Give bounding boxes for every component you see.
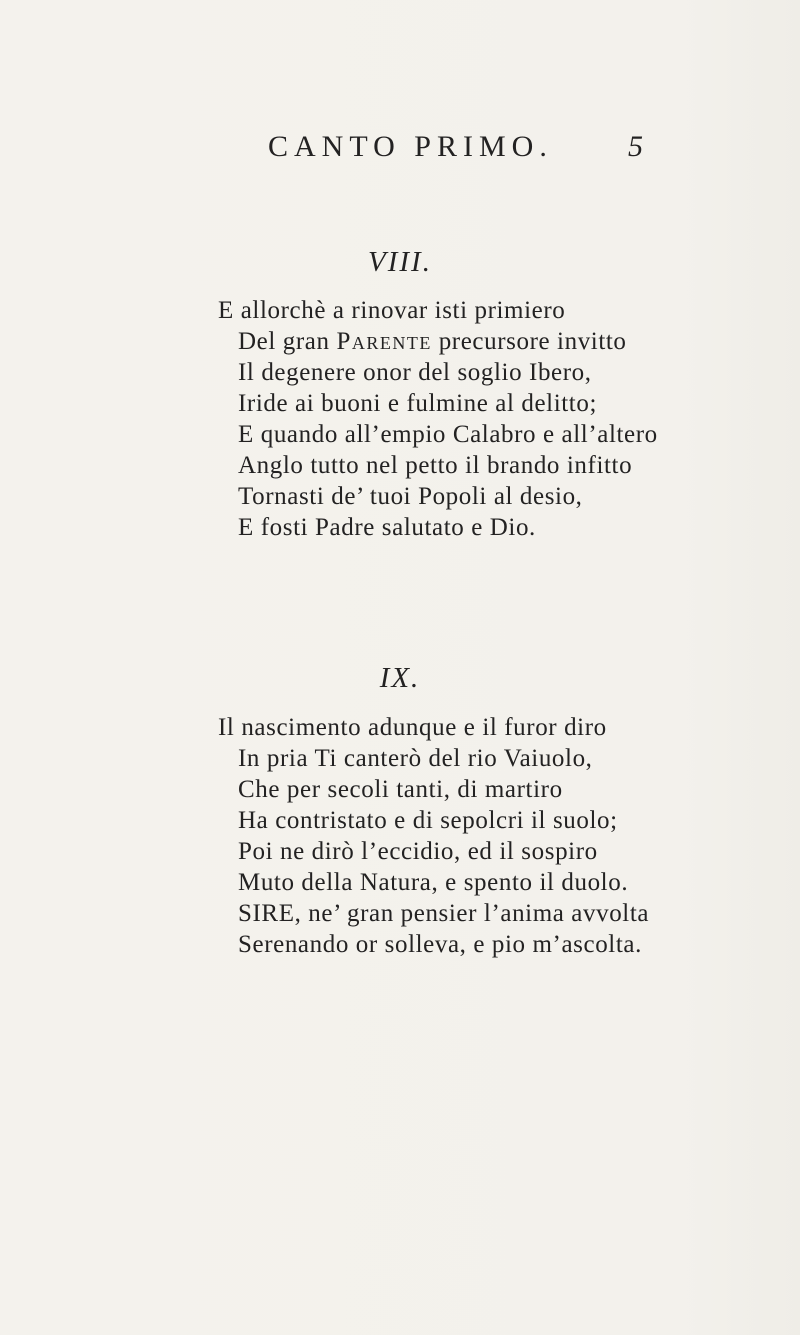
page-number: 5 (628, 130, 643, 163)
verse-line (238, 326, 627, 357)
page-header (0, 130, 800, 170)
verse-line: Poi ne dirò l’eccidio, ed il sospiro (238, 838, 598, 865)
verse-line: SIRE, ne’ gran pensier l’anima avvolta (238, 900, 650, 927)
stanza-number-ix: IX. (379, 662, 421, 694)
verse-line: Serenando or solleva, e pio m’ascolta. (238, 931, 642, 958)
verse-line: In pria Ti canterò del rio Vaiuolo, (238, 745, 593, 772)
verse-line: E fosti Padre salutato e Dio. (238, 514, 536, 541)
emphasized-word: Parente (336, 328, 432, 355)
verse-line: E quando all’empio Calabro e all’altero (238, 421, 658, 448)
verse-line: Tornasti de’ tuoi Popoli al desio, (238, 483, 583, 510)
verse-fragment: precursore invitto (438, 328, 627, 355)
verse-fragment: Del gran (238, 328, 330, 355)
verse-line: Iride ai buoni e fulmine al delitto; (238, 390, 598, 417)
verse-line: Il nascimento adunque e il furor diro (218, 714, 607, 741)
verse-line: Che per secoli tanti, di martiro (238, 776, 563, 803)
verse-line: Muto della Natura, e spento il duolo. (238, 869, 629, 896)
verse-line: Il degenere onor del soglio Ibero, (238, 359, 592, 386)
running-head: CANTO PRIMO. (268, 130, 553, 163)
verse-line: E allorchè a rinovar isti primiero (218, 297, 566, 324)
verse-line: Ha contristato e di sepolcri il suolo; (238, 807, 618, 834)
verse-line: Anglo tutto nel petto il brando infitto (238, 452, 633, 479)
stanza-number-viii: VIII. (368, 246, 432, 278)
